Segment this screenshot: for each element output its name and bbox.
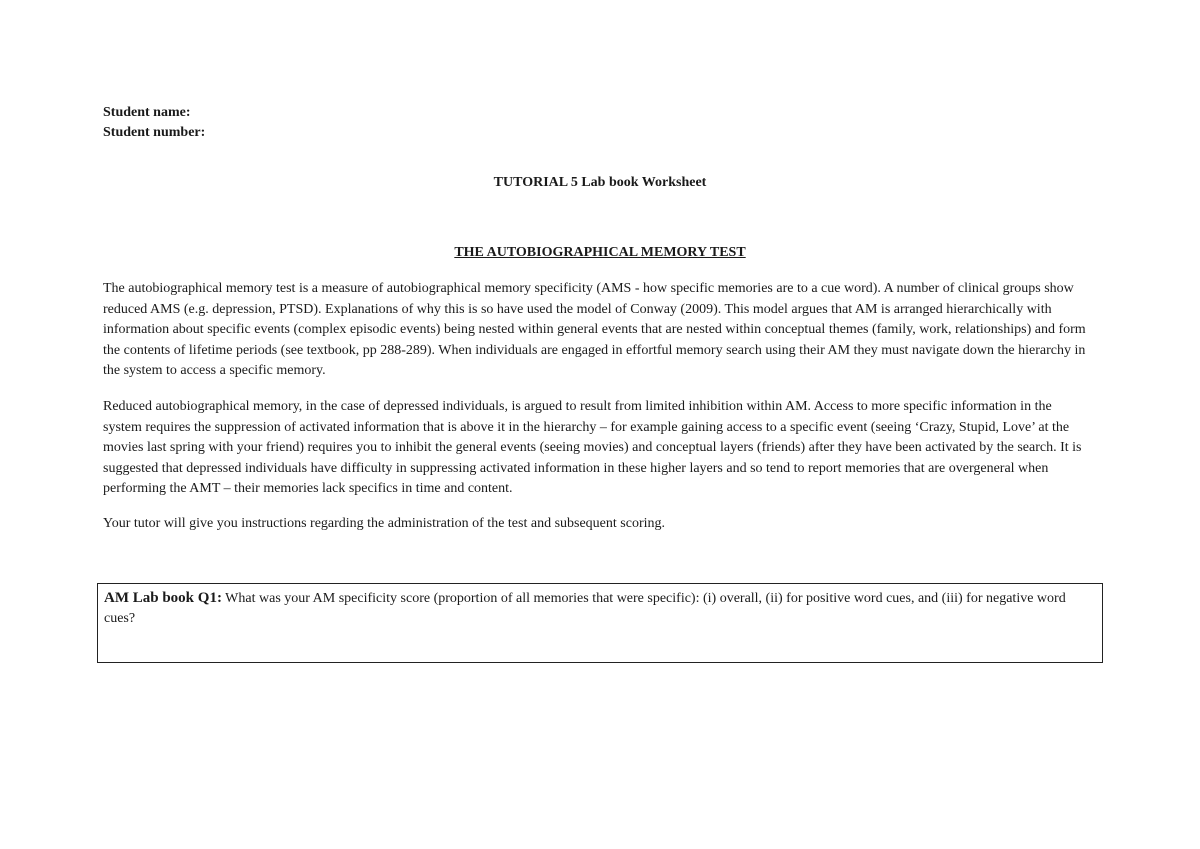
paragraph-intro <box>103 279 1093 382</box>
worksheet-title: TUTORIAL 5 Lab book Worksheet <box>493 175 707 190</box>
section-heading: THE AUTOBIOGRAPHICAL MEMORY TEST <box>454 245 746 260</box>
paragraph-inhibition <box>103 397 1093 500</box>
question-label: AM Lab book Q1: <box>104 590 222 606</box>
paragraph-text: Reduced autobiographical memory, in the case of depressed individuals, is argued to result from limited inhibition within AM. Access to more specific information in the system requires the suppression of activated information that is above it in the hierarchy – for example gaining access to a specific event (seeing ‘Crazy, Stupid, Love’ at the movies last spring with your friend) requires you to inhibit the general events (seeing movies) and conceptual layers (friends) after they have been activated by the search. It is suggested that depressed individuals have difficulty in suppressing activated information in these higher layers and so tend to report memories that are overgeneral when performing the AMT – their memories lack specifics in time and content. <box>103 399 1082 497</box>
student-number-label: Student number: <box>103 125 206 140</box>
paragraph-text: The autobiographical memory test is a measure of autobiographical memory specificity (AMS - how specific memories are to a cue word). A number of clinical groups show reduced AMS (e.g. depression, PTSD). Explanations of why this is so have used the model of Conway (2009). This model argues that AM is arranged hierarchically with information about specific events (complex episodic events) being nested within general events that are nested within conceptual themes (family, work, relationships) and form the contents of lifetime periods (see textbook, pp 288-289). When individuals are engaged in effortful memory search using their AM they must navigate down the hierarchy in the system to access a specific memory. <box>103 281 1086 379</box>
student-info <box>103 103 205 143</box>
student-name-label: Student name: <box>103 105 191 120</box>
paragraph-instructions <box>103 514 1093 535</box>
question-text: What was your AM specificity score (proportion of all memories that were specific): (i) overall, (ii) for positive word cues, and (iii) for negative word cues? <box>104 591 1066 626</box>
question-answer-box[interactable] <box>97 583 1103 663</box>
paragraph-text: Your tutor will give you instructions regarding the administration of the test and subsequent scoring. <box>103 516 665 531</box>
